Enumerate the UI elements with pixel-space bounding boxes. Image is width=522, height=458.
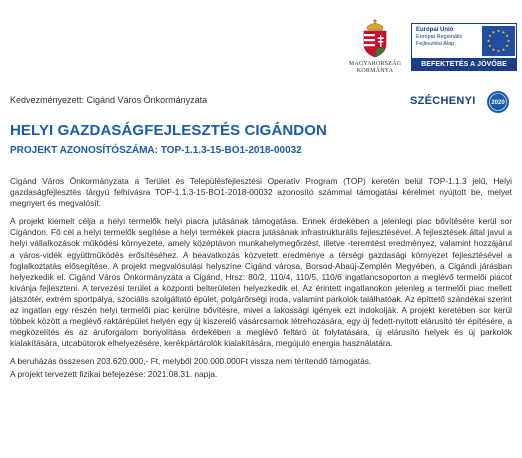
eu-line1: Európai Unió — [416, 27, 454, 33]
eu-line2: Európai Regionális — [416, 34, 463, 40]
eu-star-icon — [488, 44, 491, 47]
paragraph-intro: Cigánd Város Önkormányzata a Terület és Településfejlesztési Operatív Program (TOP) keretén belül TOP-1.1.3 jelű, Helyi gazdaságfejlesztés tárgyú felhívásra TOP-1.1.3-15-BO1-2018-00032 azonosító számmal támogatási kérelmet nyújtott be, melyet megnyert és megvalósít. — [10, 176, 512, 209]
eu-logo — [411, 23, 517, 59]
eu-star-icon — [487, 39, 490, 42]
eu-star-icon — [492, 48, 495, 51]
eu-star-icon — [488, 34, 491, 37]
eu-star-icon — [502, 31, 505, 34]
szechenyi-2020-icon — [486, 90, 510, 114]
szechenyi-label: SZÉCHENYI — [410, 95, 476, 107]
project-id: PROJEKT AZONOSÍTÓSZÁMA: TOP-1.1.3-15-BO1-2018-00032 — [10, 145, 302, 156]
eu-star-icon — [507, 39, 510, 42]
eu-star-icon — [497, 29, 500, 32]
eu-star-icon — [497, 49, 500, 52]
eu-star-icon — [502, 48, 505, 51]
eu-banner: BEFEKTETÉS A JÖVŐBE — [411, 59, 517, 71]
eu-flag-icon — [482, 26, 515, 56]
eu-star-icon — [506, 44, 509, 47]
crest-caption-line2: KORMÁNYA — [356, 68, 394, 74]
eu-line3: Fejlesztési Alap — [416, 41, 455, 47]
eu-star-icon — [492, 31, 495, 34]
beneficiary: Kedvezményezett: Cigánd Város Önkormányzata — [10, 95, 208, 105]
document-body — [10, 176, 512, 387]
hungarian-crest-icon — [356, 18, 394, 58]
paragraph-goals: A projekt kiemelt célja a helyi termelők helyi piacra jutásának támogatása. Ennek érdekében a jelenlegi piac bővítésére kerül sor Cigándon. Fő cél a helyi termelők segítése a helyi termékek piacra jutásának infrastrukturális fejlesztésével. A fejlesztések által javul a helyi vállalkozások működési környezete, amely középtávon munkahelymegőrzést, illetve -teremtést eredményez, valamint hozzájárul a város-vidék együttműködés erősítéséhez. A beavatkozás közvetett eredménye a térségi gazdasági környezet fejlesztésével a foglalkoztatás elősegítése. A projekt megvalósulási helyszíne Cigánd városa, Borsod-Abaúj-Zemplén Megyében, a Cigándi járásban helyezkedik el. Cigánd Város Önkormányzata a Cigánd, Hrsz: 80/2, 110/4, 110/5, 110/6 ingatlancsoporton a meglévő termelői piacot kívánja fejleszteni. A tervezési terület a központi belterületen helyezkedik el. Az érintett ingatlanokon jelenleg a termelői piac mellett játszótér, extrém sportpálya, szociális szolgáltató épület, polgárőrségi iroda, valamint parkolók találhatóak. Az építtető szándékai szerint az ingatlan egy részén helyi termelői piac kerülne bővítésre, mivel a lakossági igények ezt indokolják. A projekt keretében sor kerül többek között a meglévő raktárépület helyén egy új kiszerelő vásárcsarnok létrehozására, egy új fedett-nyitott elárusító tér építésére, a megközelítés és az áruforgalom bonyolítása érdekében a meglévő feltáró út folytatására, új elárusító helyek és új parkolók kialakítására, utcabútorok elhelyezésére, kerékpártárolók kialakítására, megújuló energia használatára. — [10, 216, 512, 349]
paragraph-completion: A projekt tervezett fizikai befejezése: 2021.08.31. napja. — [10, 368, 218, 379]
paragraph-investment: A beruházás összesen 203.620.000,- Ft, melyből 200.000.000Ft vissza nem térítendő támogatás. — [10, 356, 372, 367]
eu-text-block — [416, 27, 462, 48]
crest-caption-line1: MAGYARORSZÁG — [348, 61, 402, 67]
page-title: HELYI GAZDASÁGFEJLESZTÉS CIGÁNDON — [10, 122, 327, 139]
szechenyi-number: 2020 — [491, 100, 505, 107]
eu-star-icon — [506, 34, 509, 37]
